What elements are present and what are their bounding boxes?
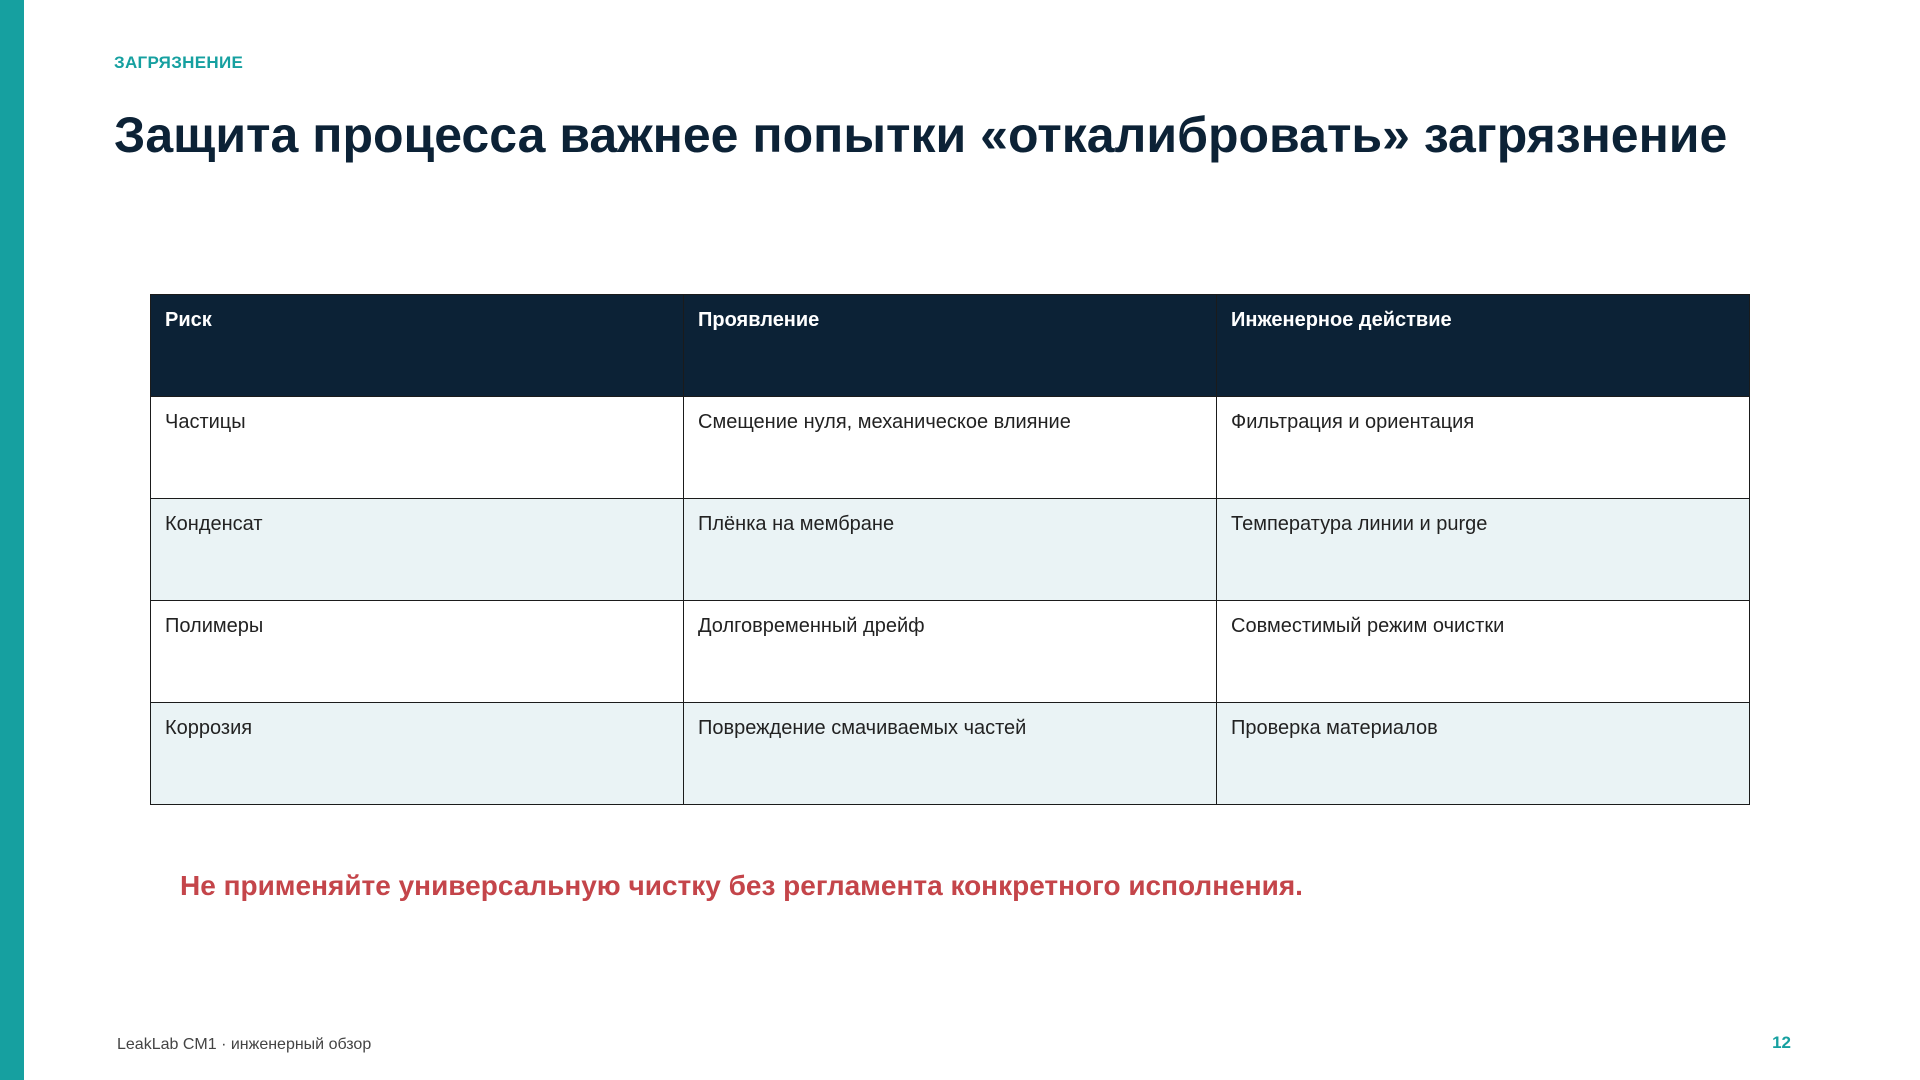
column-header-manifestation: Проявление xyxy=(684,295,1217,397)
table-row xyxy=(151,703,1750,805)
table-cell: Температура линии и purge xyxy=(1217,499,1750,601)
footer-text: LeakLab CM1 · инженерный обзор xyxy=(117,1036,372,1053)
table-cell: Плёнка на мембране xyxy=(684,499,1217,601)
table-row xyxy=(151,601,1750,703)
table-cell: Фильтрация и ориентация xyxy=(1217,397,1750,499)
table-cell: Полимеры xyxy=(151,601,684,703)
slide-title: Защита процесса важнее попытки «откалибровать» загрязнение xyxy=(114,107,1728,163)
table-cell: Коррозия xyxy=(151,703,684,805)
table-cell: Долговременный дрейф xyxy=(684,601,1217,703)
accent-bar xyxy=(0,0,24,1080)
table-cell: Совместимый режим очистки xyxy=(1217,601,1750,703)
section-label: ЗАГРЯЗНЕНИЕ xyxy=(114,53,244,72)
table-cell: Смещение нуля, механическое влияние xyxy=(684,397,1217,499)
table-row xyxy=(151,499,1750,601)
warning-note: Не применяйте универсальную чистку без регламента конкретного исполнения. xyxy=(180,870,1303,901)
table-cell: Проверка материалов xyxy=(1217,703,1750,805)
page-number: 12 xyxy=(1772,1033,1791,1052)
table-cell: Повреждение смачиваемых частей xyxy=(684,703,1217,805)
column-header-action: Инженерное действие xyxy=(1217,295,1750,397)
column-header-risk: Риск xyxy=(151,295,684,397)
table-header-row xyxy=(151,295,1750,397)
risk-table xyxy=(150,294,1750,805)
table-cell: Конденсат xyxy=(151,499,684,601)
table-cell: Частицы xyxy=(151,397,684,499)
table-row xyxy=(151,397,1750,499)
